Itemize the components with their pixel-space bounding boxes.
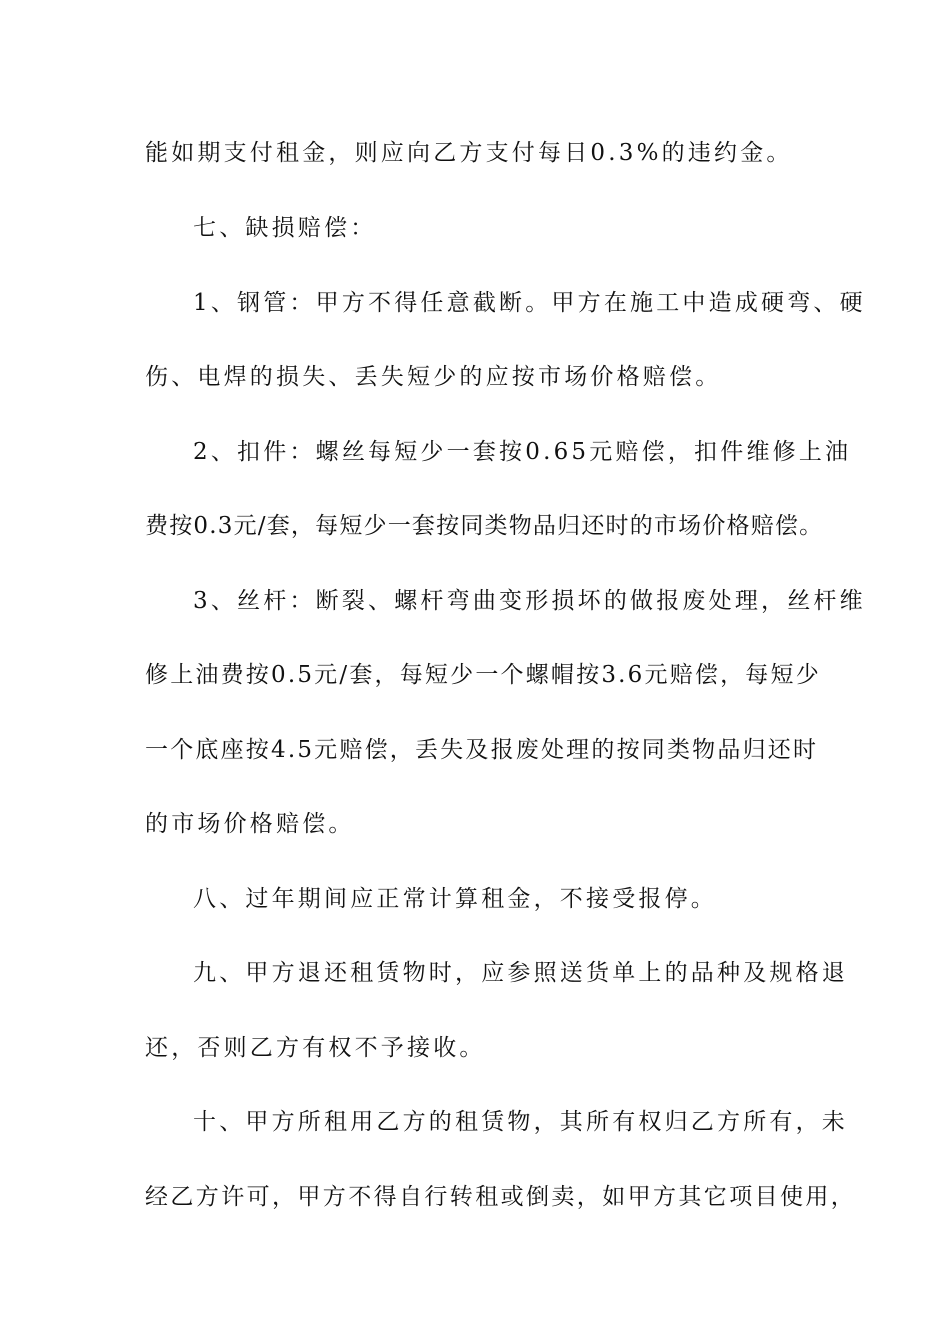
paragraph-line: 一个底座按4.5元赔偿，丢失及报废处理的按同类物品归还时 [145, 737, 819, 763]
paragraph-line: 伤、电焊的损失、丢失短少的应按市场价格赔偿。 [145, 364, 722, 390]
paragraph-line: 3、丝杆：断裂、螺杆弯曲变形损坏的做报废处理，丝杆维 [193, 588, 866, 614]
paragraph-line: 费按0.3元/套，每短少一套按同类物品归还时的市场价格赔偿。 [145, 513, 824, 539]
paragraph-line: 还，否则乙方有权不予接收。 [145, 1035, 486, 1061]
section-heading: 八、过年期间应正常计算租金，不接受报停。 [193, 886, 717, 912]
section-heading: 十、甲方所租用乙方的租赁物，其所有权归乙方所有，未 [193, 1109, 848, 1135]
paragraph-line: 1、钢管：甲方不得任意截断。甲方在施工中造成硬弯、硬 [193, 290, 866, 316]
paragraph-line: 经乙方许可，甲方不得自行转租或倒卖，如甲方其它项目使用， [145, 1184, 857, 1210]
paragraph-line: 的市场价格赔偿。 [145, 811, 355, 837]
paragraph-line: 修上油费按0.5元/套，每短少一个螺帽按3.6元赔偿，每短少 [145, 662, 821, 688]
paragraph-line: 2、扣件：螺丝每短少一套按0.65元赔偿，扣件维修上油 [193, 439, 852, 465]
section-heading: 九、甲方退还租赁物时，应参照送货单上的品种及规格退 [193, 960, 848, 986]
paragraph-line: 能如期支付租金，则应向乙方支付每日0.3%的违约金。 [145, 140, 793, 166]
section-heading: 七、缺损赔偿： [193, 215, 377, 241]
